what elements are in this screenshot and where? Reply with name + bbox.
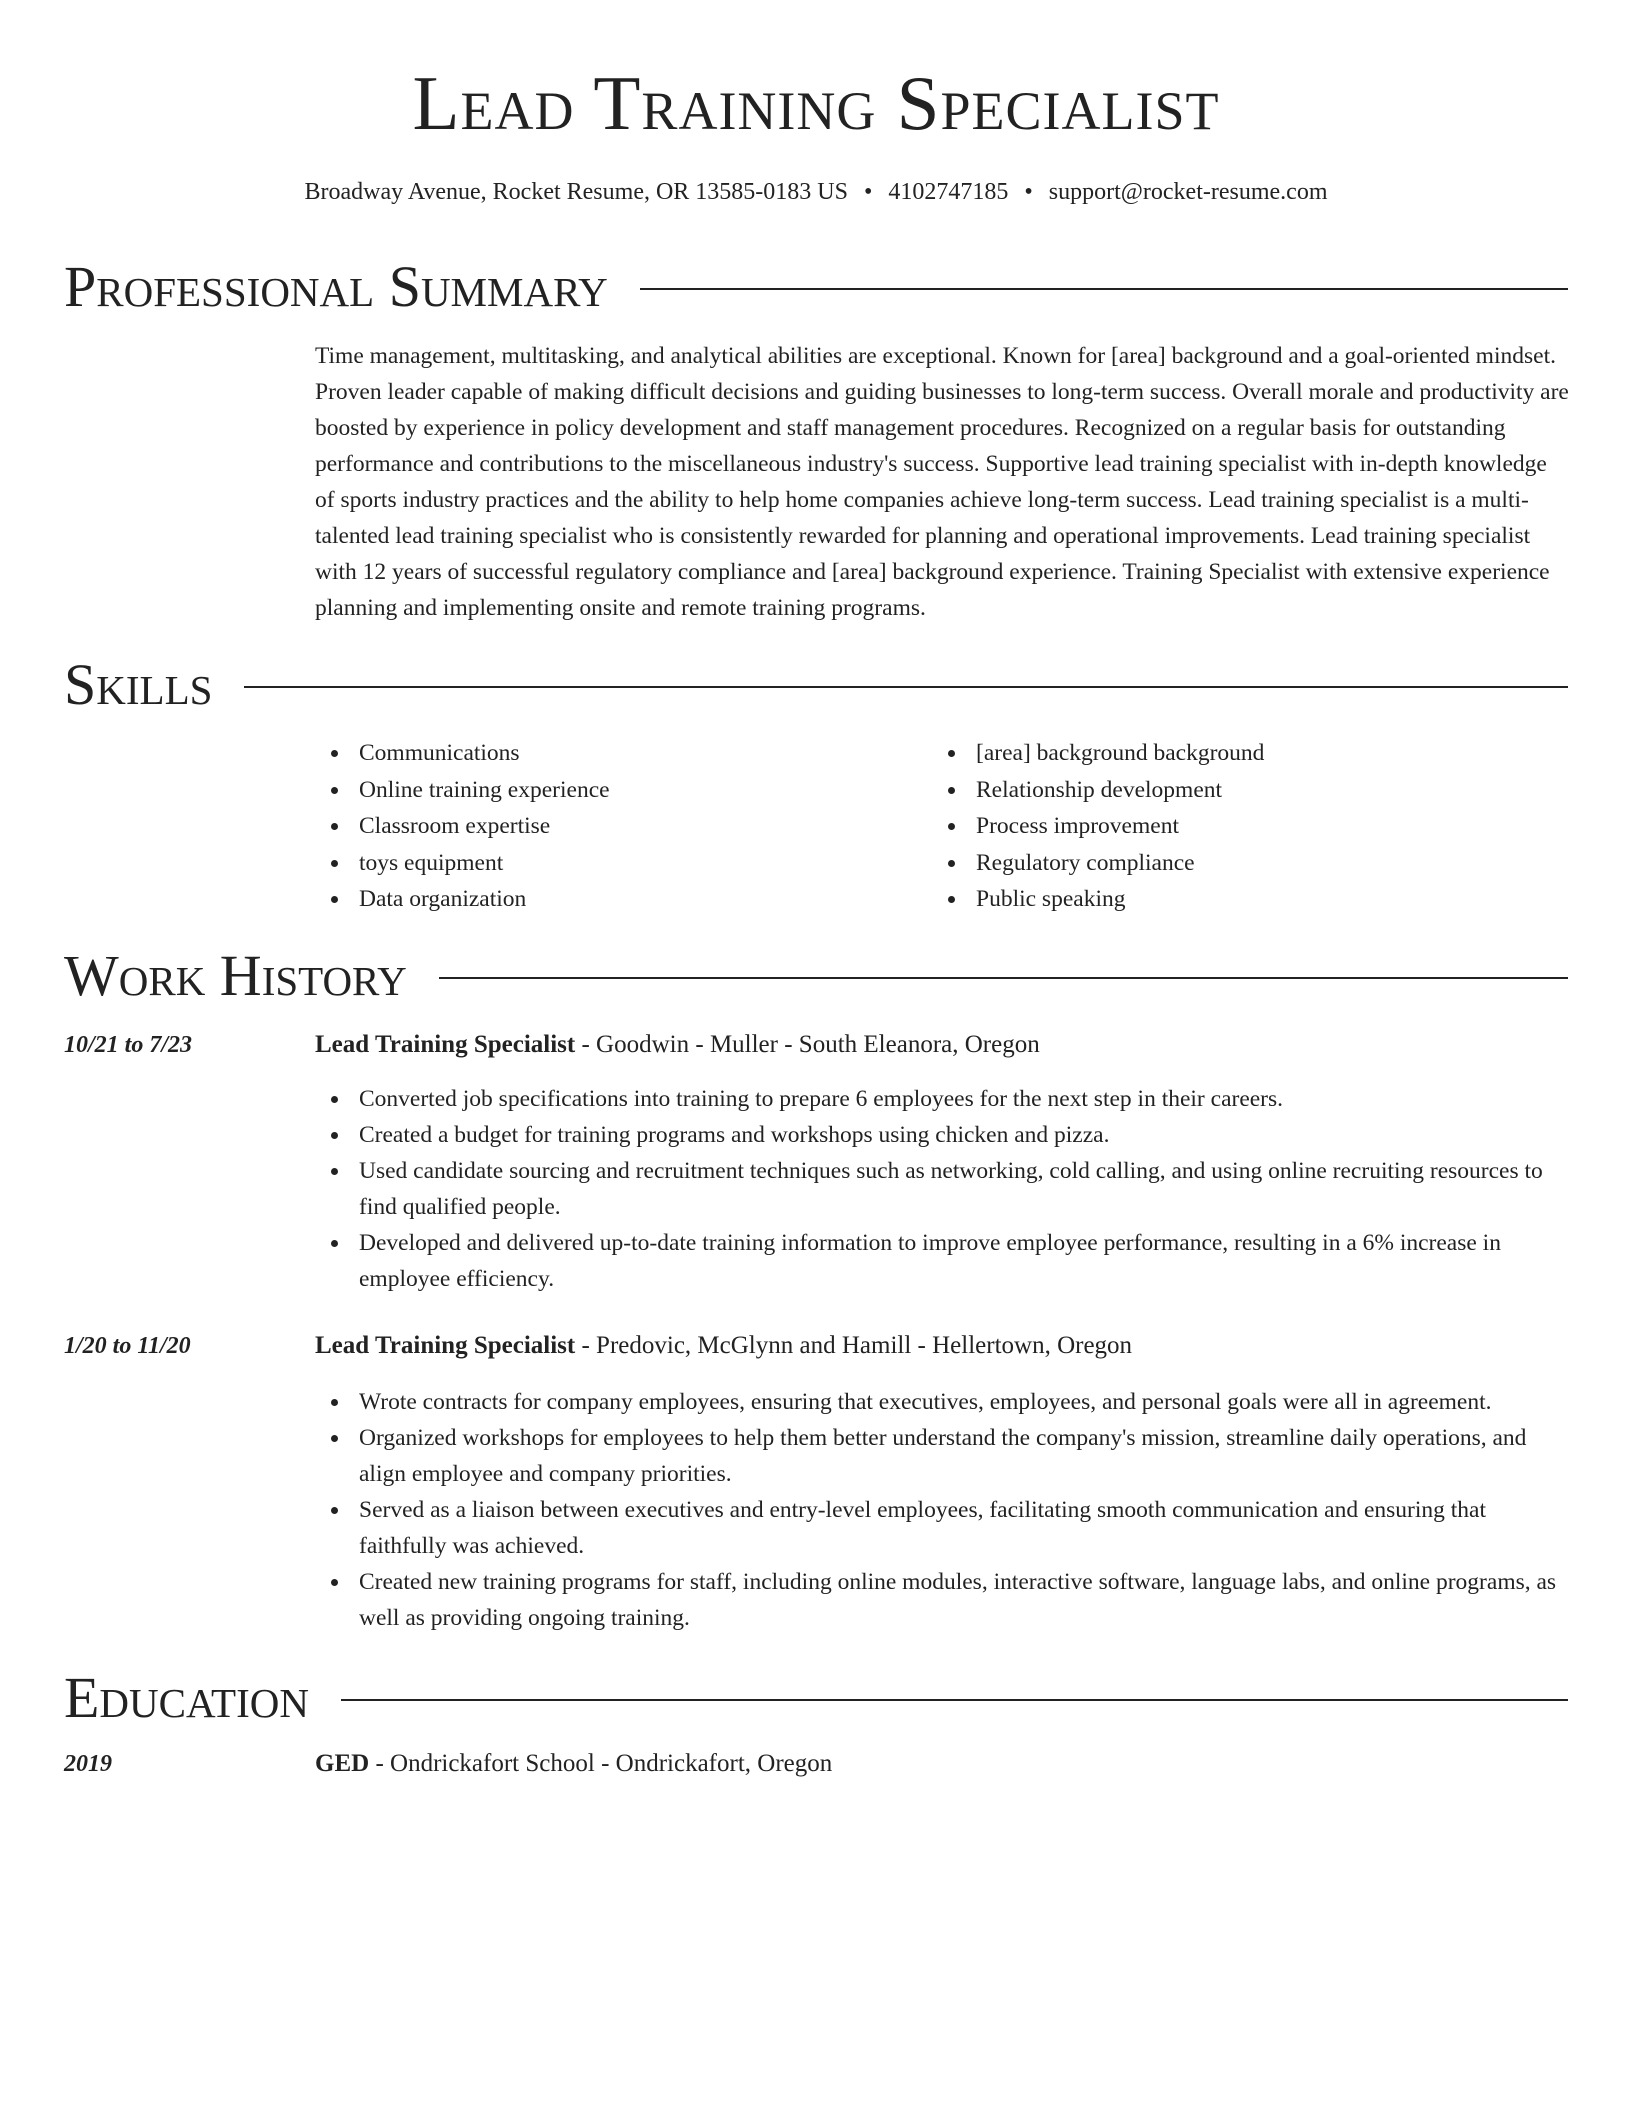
job-dates: 1/20 to 11/20: [64, 1333, 191, 1359]
job-employer: - Predovic, McGlynn and Hamill - Hellertown, Oregon: [575, 1332, 1133, 1359]
job-bullet: Served as a liaison between executives and entry-level employees, facilitating smooth communication and ensuring that faithfully was achieved.: [315, 1492, 1570, 1564]
education-heading: [315, 1746, 1570, 1782]
work-section-title: Work History: [64, 943, 407, 1008]
education-school: - Ondrickafort School - Ondrickafort, Oregon: [369, 1750, 833, 1777]
section-divider: [244, 686, 1568, 688]
skills-column-left: [315, 735, 932, 918]
contact-separator: •: [863, 179, 873, 205]
skill-item: Public speaking: [932, 881, 1549, 918]
section-divider: [439, 977, 1568, 979]
skill-item: Data organization: [315, 881, 932, 918]
job-bullet: Organized workshops for employees to help them better understand the company's mission, streamline daily operations, and align employee and company priorities.: [315, 1420, 1570, 1492]
section-divider: [640, 288, 1568, 290]
job-bullets: [315, 1081, 1570, 1297]
job-dates: 10/21 to 7/23: [64, 1032, 193, 1058]
section-divider: [341, 1699, 1568, 1701]
skills-list: [315, 735, 1570, 918]
job-bullets: [315, 1384, 1570, 1636]
summary-section-header: [64, 255, 1568, 319]
job-title: Lead Training Specialist: [315, 1031, 576, 1058]
education-degree: GED: [315, 1750, 370, 1777]
job-bullet: Developed and delivered up-to-date training information to improve employee performance, resulting in a 6% increase in employee efficiency.: [315, 1225, 1570, 1297]
skills-section-header: [64, 653, 1568, 717]
skill-item: [area] background background: [932, 735, 1549, 772]
summary-section-title: Professional Summary: [64, 254, 608, 319]
education-section-title: Education: [64, 1665, 309, 1730]
skill-item: Relationship development: [932, 772, 1549, 809]
skills-column-right: [932, 735, 1549, 918]
job-employer: - Goodwin - Muller - South Eleanora, Oregon: [575, 1031, 1040, 1058]
skill-item: Online training experience: [315, 772, 932, 809]
skill-item: Regulatory compliance: [932, 845, 1549, 882]
resume-name: Lead Training Specialist: [412, 60, 1220, 146]
job-bullet: Used candidate sourcing and recruitment techniques such as networking, cold calling, and using online recruiting resources to find qualified people.: [315, 1153, 1570, 1225]
job-heading: [315, 1027, 1570, 1063]
job-bullet: Wrote contracts for company employees, ensuring that executives, employees, and personal goals were all in agreement.: [315, 1384, 1570, 1420]
skill-item: Classroom expertise: [315, 808, 932, 845]
education-section-header: [64, 1666, 1568, 1730]
job-bullet: Converted job specifications into training to prepare 6 employees for the next step in their careers.: [315, 1081, 1570, 1117]
job-title: Lead Training Specialist: [315, 1332, 576, 1359]
contact-line: [0, 176, 1632, 208]
job-heading: [315, 1328, 1570, 1364]
contact-address: Broadway Avenue, Rocket Resume, OR 13585-0183 US: [304, 179, 848, 205]
skills-section-title: Skills: [64, 652, 213, 717]
contact-phone: 4102747185: [888, 179, 1009, 205]
skill-item: Communications: [315, 735, 932, 772]
skill-item: Process improvement: [932, 808, 1549, 845]
skill-item: toys equipment: [315, 845, 932, 882]
job-bullet: Created a budget for training programs and workshops using chicken and pizza.: [315, 1117, 1570, 1153]
education-year: 2019: [64, 1751, 112, 1777]
job-bullet: Created new training programs for staff, including online modules, interactive software, language labs, and online programs, as well as providing ongoing training.: [315, 1564, 1570, 1636]
contact-email: support@rocket-resume.com: [1048, 179, 1328, 205]
summary-text: Time management, multitasking, and analytical abilities are exceptional. Known for [area] background and a goal-oriented mindset. Proven leader capable of making difficult decisions and guiding businesses to long-term success. Overall morale and productivity are boosted by experience in policy development and staff management procedures. Recognized on a regular basis for outstanding performance and contributions to the miscellaneous industry's success. Supportive lead training specialist with in-depth knowledge of sports industry practices and the ability to help home companies achieve long-term success. Lead training specialist is a multi-talented lead training specialist who is consistently rewarded for planning and operational improvements. Lead training specialist with 12 years of successful regulatory compliance and [area] background experience. Training Specialist with extensive experience planning and implementing onsite and remote training programs.: [315, 343, 1569, 621]
work-section-header: [64, 944, 1568, 1008]
contact-separator: •: [1024, 179, 1033, 205]
